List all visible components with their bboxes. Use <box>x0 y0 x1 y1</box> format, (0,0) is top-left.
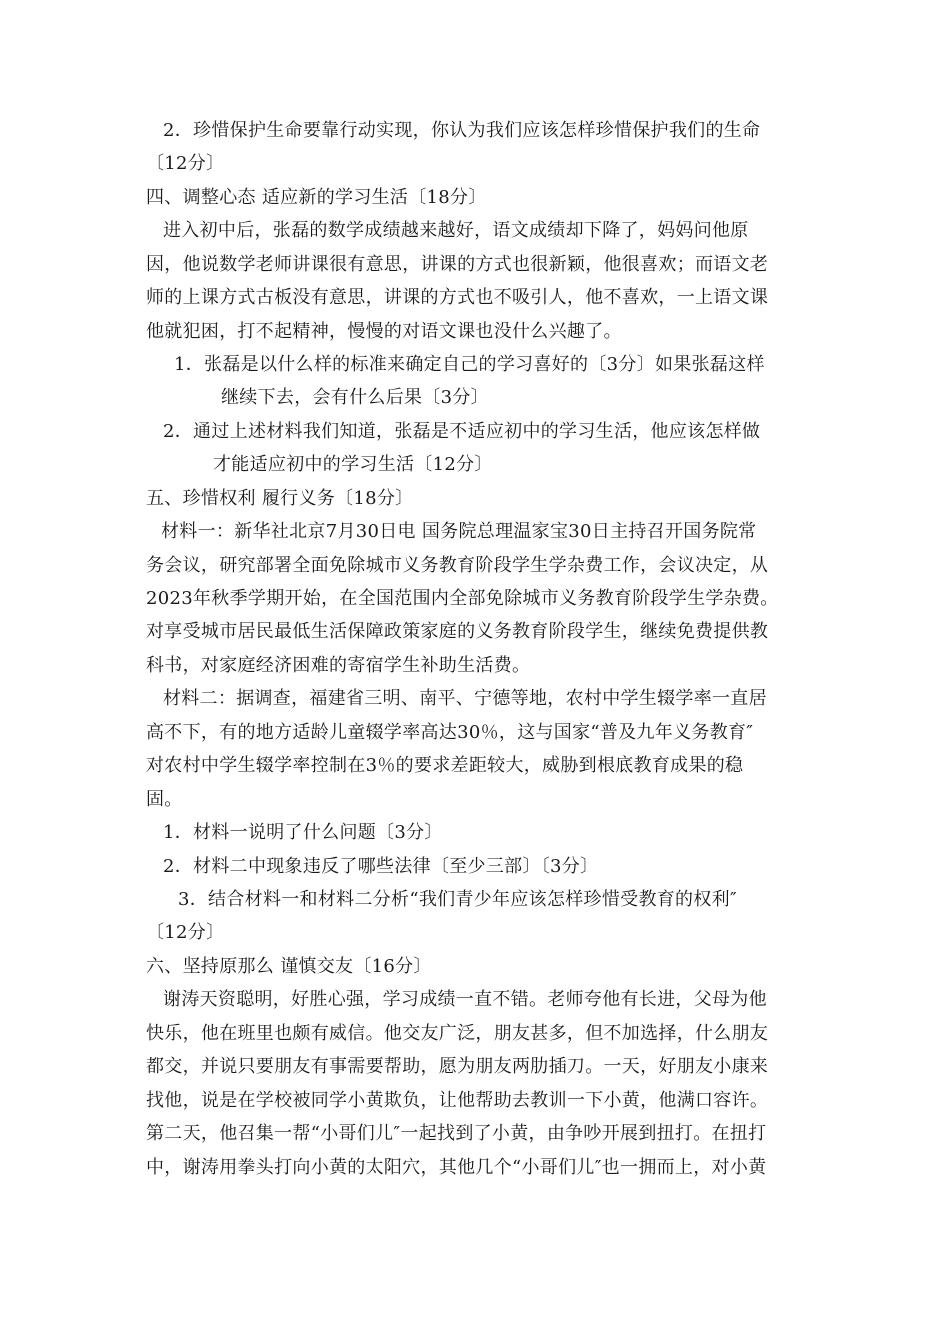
material-2-line: 材料二：据调查，福建省三明、南平、宁德等地，农村中学生辍学率一直居 <box>163 688 767 709</box>
section-6-paragraph-line: 中，谢涛用拳头打向小黄的太阳穴，其他几个“小哥们儿″也一拥而上，对小黄 <box>146 1157 767 1178</box>
material-2-line: 高不下，有的地方适龄儿童辍学率高达30％，这与国家“普及九年义务教育″ <box>146 722 754 743</box>
material-2-line: 对农村中学生辍学率控制在3％的要求差距较大，威胁到根底教育成果的稳 <box>146 755 744 776</box>
section-4-question-1-cont: 继续下去，会有什么后果〔3分〕 <box>221 387 489 408</box>
question-2-score: 〔12分〕 <box>146 153 225 174</box>
section-4-paragraph-line: 他就犯困，打不起精神，慢慢的对语文课也没什么兴趣了。 <box>146 321 622 342</box>
question-2-text: 2．珍惜保护生命要靠行动实现，你认为我们应该怎样珍惜保护我们的生命 <box>163 120 761 141</box>
material-1-line: 材料一：新华社北京7月30日电 国务院总理温家宝30日主持召开国务院常 <box>161 521 757 542</box>
section-5-question-3-score: 〔12分〕 <box>146 922 225 943</box>
section-6-paragraph-line: 第二天，他召集一帮“小哥们儿″一起找到了小黄，由争吵开展到扭打。在扭打 <box>146 1123 767 1144</box>
section-4-question-2: 2．通过上述材料我们知道，张磊是不适应初中的学习生活，他应该怎样做 <box>163 421 761 442</box>
section-5-heading: 五、珍惜权利 履行义务〔18分〕 <box>146 488 414 509</box>
section-4-heading: 四、调整心态 适应新的学习生活〔18分〕 <box>146 187 487 208</box>
section-6-paragraph-line: 都交，并说只要朋友有事需要帮助，愿为朋友两肋插刀。一天，好朋友小康来 <box>146 1056 769 1077</box>
section-5-question-1: 1．材料一说明了什么问题〔3分〕 <box>163 822 443 843</box>
section-4-question-2-cont: 才能适应初中的学习生活〔12分〕 <box>213 454 493 475</box>
section-6-heading: 六、坚持原那么 谨慎交友〔16分〕 <box>146 956 432 977</box>
section-6-paragraph-line: 快乐，他在班里也颇有威信。他交友广泛，朋友甚多，但不加选择，什么朋友 <box>146 1023 769 1044</box>
material-2-line: 固。 <box>146 789 183 810</box>
section-5-question-2: 2．材料二中现象违反了哪些法律〔至少三部〕〔3分〕 <box>163 856 599 877</box>
section-4-paragraph-line: 进入初中后，张磊的数学成绩越来越好，语文成绩却下降了，妈妈问他原 <box>163 220 749 241</box>
section-4-paragraph-line: 因，他说数学老师讲课很有意思，讲课的方式也很新颖，他很喜欢；而语文老 <box>146 254 769 275</box>
material-1-line: 务会议，研究部署全面免除城市义务教育阶段学生学杂费工作，会议决定，从 <box>146 555 769 576</box>
section-4-question-1: 1．张磊是以什么样的标准来确定自己的学习喜好的〔3分〕如果张磊这样 <box>174 354 765 375</box>
section-4-paragraph-line: 师的上课方式古板没有意思，讲课的方式也不吸引人，他不喜欢，一上语文课 <box>146 287 769 308</box>
section-6-paragraph-line: 谢涛天资聪明，好胜心强，学习成绩一直不错。老师夸他有长进，父母为他 <box>163 989 767 1010</box>
section-6-paragraph-line: 找他，说是在学校被同学小黄欺负，让他帮助去教训一下小黄，他满口容许。 <box>146 1090 769 1111</box>
section-5-question-3: 3．结合材料一和材料二分析“我们青少年应该怎样珍惜受教育的权利″ <box>178 889 737 910</box>
material-1-line: 2023年秋季学期开始，在全国范围内全部免除城市义务教育阶段学生学杂费。 <box>146 588 779 609</box>
material-1-line: 科书，对家庭经济困难的寄宿学生补助生活费。 <box>146 655 531 676</box>
material-1-line: 对享受城市居民最低生活保障政策家庭的义务教育阶段学生，继续免费提供教 <box>146 621 769 642</box>
